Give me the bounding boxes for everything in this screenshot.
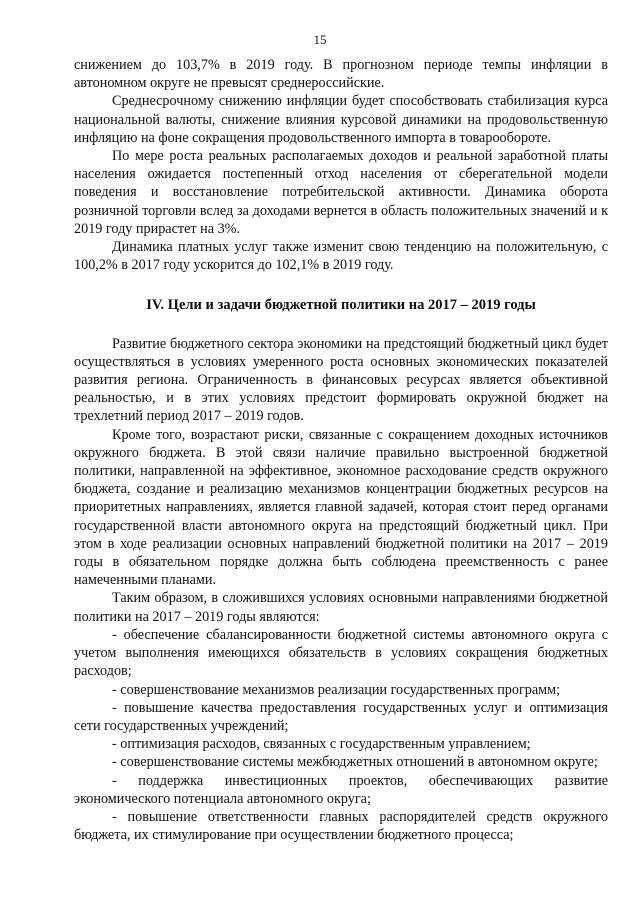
paragraph-risks: Кроме того, возрастают риски, связанные с сокращением доходных источников окружного бюджета. В этой связи наличие правильно выстроенной бюджетной политики, направленной на эффективное, экономное расходование средств окружного бюджета, создание и реализацию механизмов концентрации бюджетных ресурсов на приоритетных направлениях, является главной задачей, которая стоит перед органами государственной власти автономного округа на предстоящий бюджетный цикл. При этом в ходе реализации основных направлений бюджетной политики на 2017 – 2019 годы в обязательном порядке должна быть соблюдена преемственность с ранее намеченными планами. (74, 426, 608, 589)
page-number: 15 (313, 32, 327, 47)
list-item: - совершенствование системы межбюджетных отношений в автономном округе; (112, 754, 598, 771)
list-item: - оптимизация расходов, связанных с государственным управлением; (112, 736, 531, 753)
page-content (74, 56, 608, 844)
paragraph-inflation-continuation: снижением до 103,7% в 2019 году. В прогнозном периоде темпы инфляции в автономном округе не превысят среднероссийские. (74, 57, 608, 92)
paragraph-consumer-activity: По мере роста реальных располагаемых доходов и реальной заработной платы населения ожидается постепенный отход населения от сберегательной модели поведения и восстановление потребительской активности. Динамика оборота розничной торговли вслед за доходами вернется в область положительных значений и к 2019 году прирастет на 3%. (74, 148, 608, 237)
list-item: - совершенствование механизмов реализации государственных программ; (112, 681, 561, 698)
paragraph-directions-intro: Таким образом, в сложившихся условиях основными направлениями бюджетной политики на 2017 – 2019 годы являются: (74, 590, 608, 625)
list-item: - поддержка инвестиционных проектов, обеспечивающих развитие экономического потенциала автономного округа; (74, 772, 608, 807)
section-heading: IV. Цели и задачи бюджетной политики на 2017 – 2019 годы (146, 297, 536, 314)
budget-policy-directions-list (74, 626, 608, 844)
list-item: - повышение ответственности главных распорядителей средств окружного бюджета, их стимулирование при осуществлении бюджетного процесса; (74, 808, 608, 844)
list-item: - обеспечение сбалансированности бюджетной системы автономного округа с учетом выполнения имеющихся обязательств в условиях сокращения бюджетных расходов; (74, 626, 608, 680)
paragraph-budget-sector: Развитие бюджетного сектора экономики на предстоящий бюджетный цикл будет осуществляться в условиях умеренного роста основных экономических показателей развития региона. Ограниченность в финансовых ресурсах является объективной реальностью, и в этих условиях предстоит формировать окружной бюджет на трехлетний период 2017 – 2019 годов. (74, 335, 608, 425)
paragraph-paid-services: Динамика платных услуг также изменит свою тенденцию на положительную, с 100,2% в 2017 году ускорится до 102,1% в 2019 году. (74, 239, 608, 274)
list-item: - повышение качества предоставления государственных услуг и оптимизация сети государственных учреждений; (74, 699, 608, 734)
paragraph-inflation-reduction: Среднесрочному снижению инфляции будет способствовать стабилизация курса национальной валюты, снижение влияния курсовой динамики на продовольственную инфляцию на фоне сокращения продовольственного импорта в товарообороте. (74, 93, 608, 146)
